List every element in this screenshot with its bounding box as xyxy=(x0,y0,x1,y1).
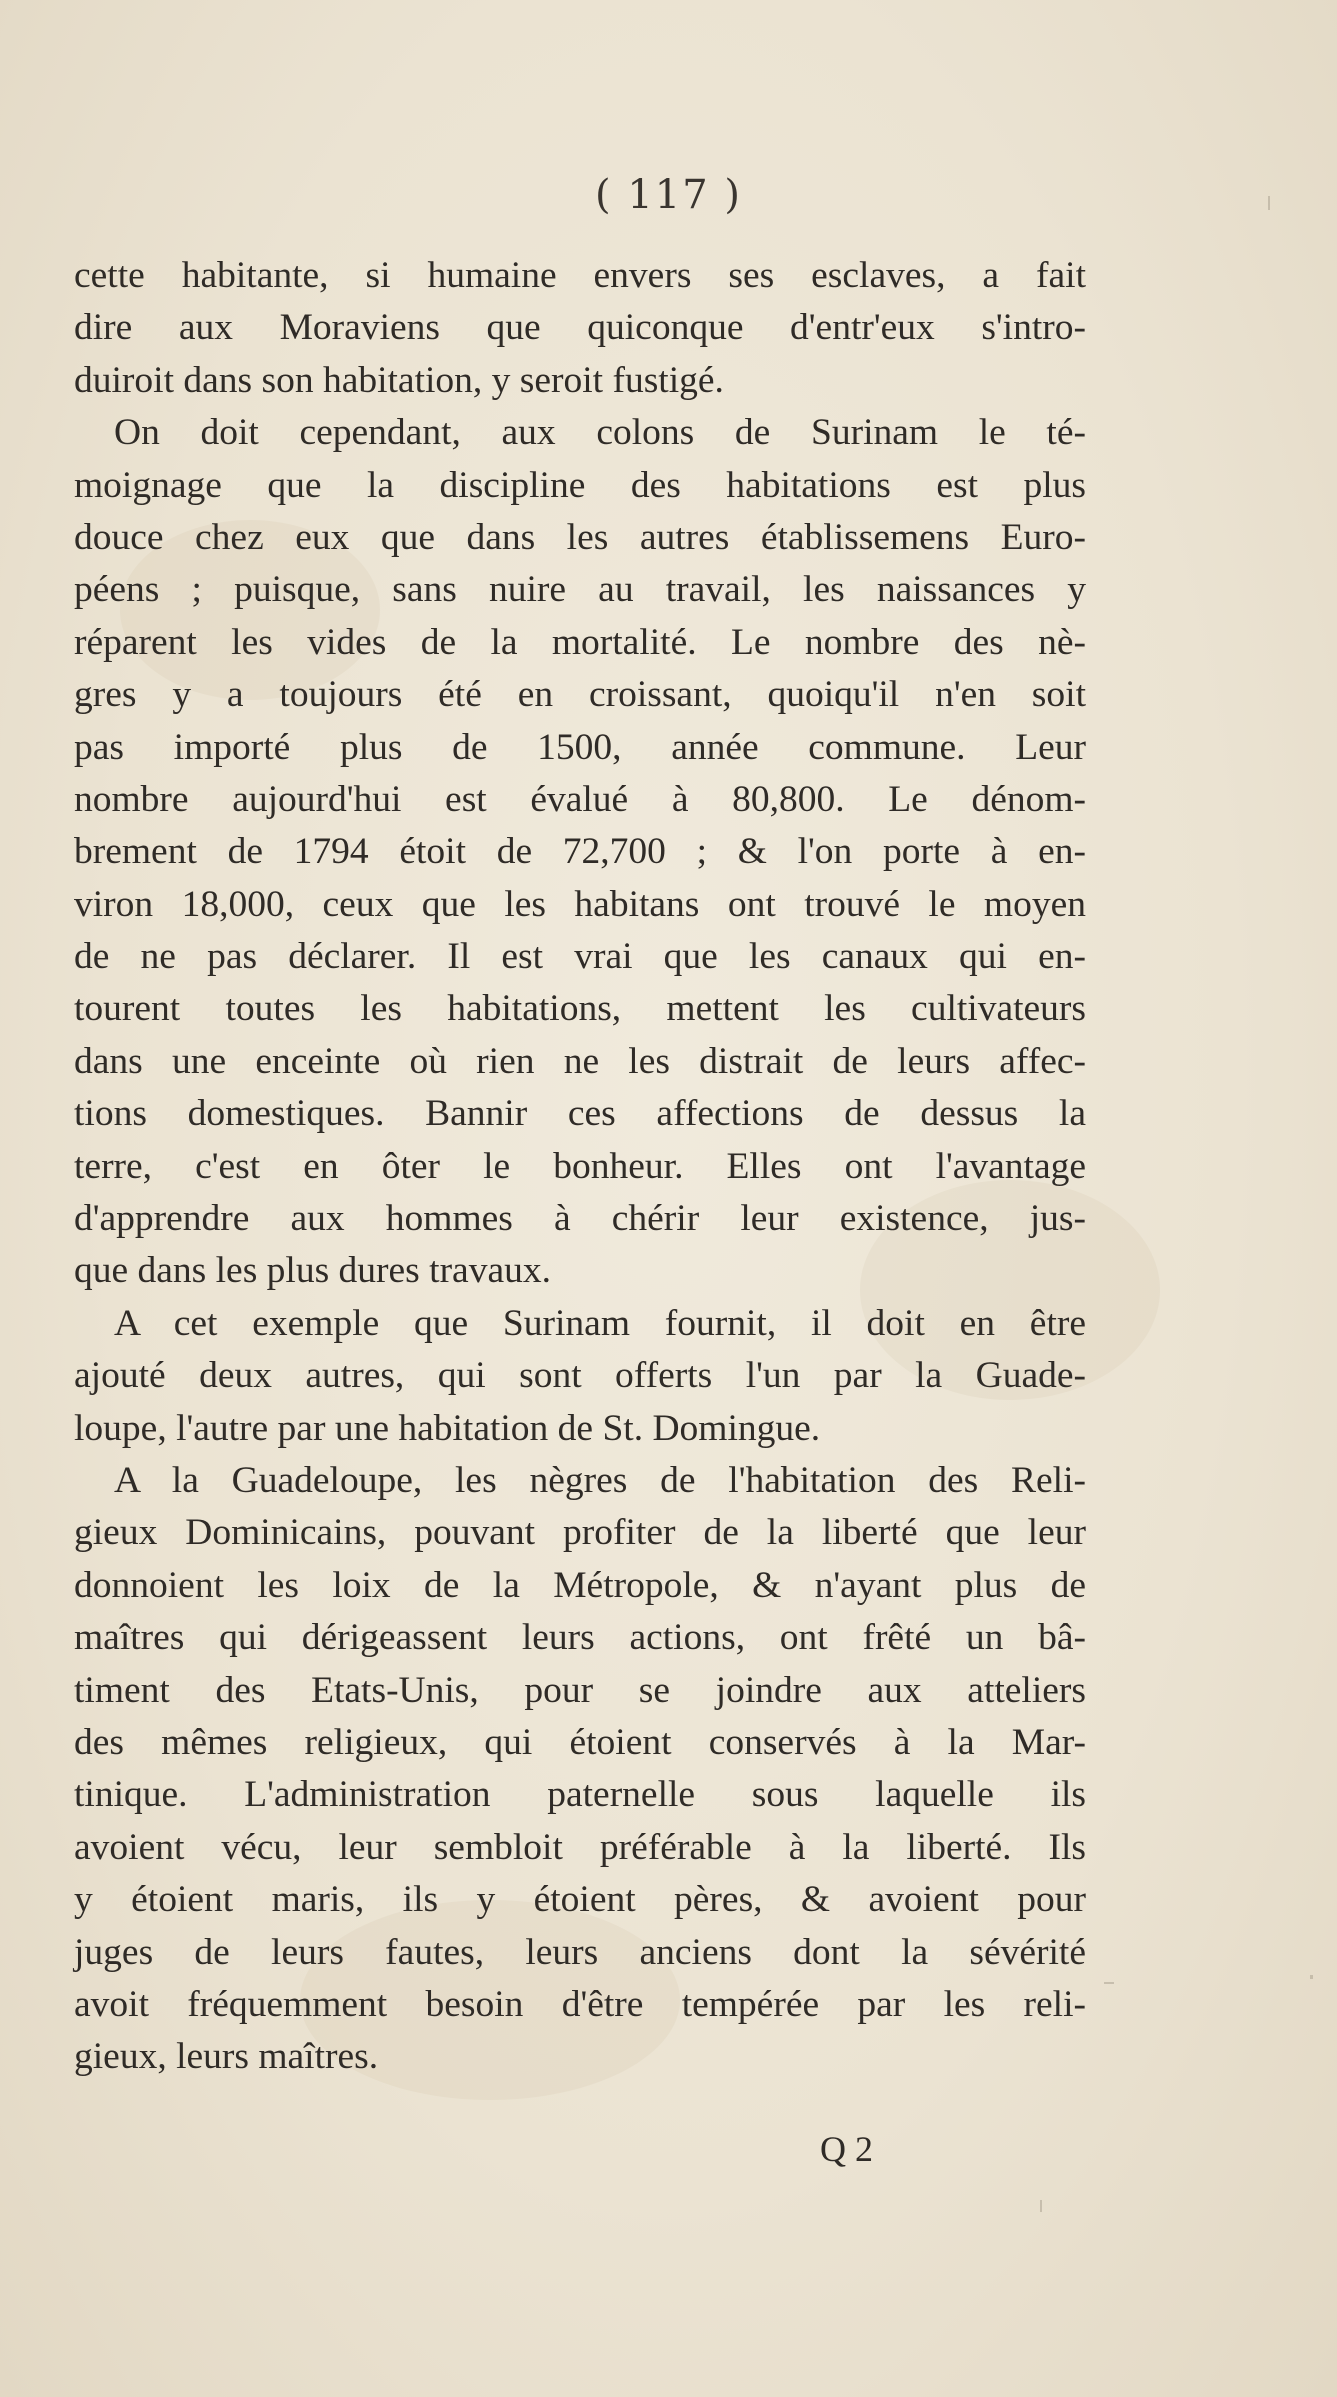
paper-speck xyxy=(1268,196,1270,210)
text-line: loupe, l'autre par une habitation de St. Domingue. xyxy=(74,1407,821,1449)
text-line: de ne pas déclarer. Il est vrai que les canaux qui en- xyxy=(74,936,1086,978)
text-line: réparent les vides de la mortalité. Le nombre des nè- xyxy=(74,621,1086,663)
text-line: brement de 1794 étoit de 72,700 ; & l'on porte à en- xyxy=(74,831,1086,873)
text-line: maîtres qui dérigeassent leurs actions, ont frêté un bâ- xyxy=(74,1617,1086,1659)
text-line: cette habitante, si humaine envers ses esclaves, a fait xyxy=(74,255,1086,296)
text-line: ajouté deux autres, qui sont offerts l'un par la Guade- xyxy=(74,1355,1086,1397)
text-line: péens ; puisque, sans nuire au travail, les naissances y xyxy=(74,569,1086,611)
text-line: On doit cependant, aux colons de Surinam le té- xyxy=(114,412,1086,454)
text-line: dire aux Moraviens que quiconque d'entr'eux s'intro- xyxy=(74,307,1086,349)
text-line: gieux, leurs maîtres. xyxy=(74,2036,379,2078)
text-line: timent des Etats-Unis, pour se joindre aux atteliers xyxy=(74,1669,1086,1711)
paper-speck xyxy=(1104,1982,1114,1984)
text-line: des mêmes religieux, qui étoient conservés à la Mar- xyxy=(74,1721,1086,1763)
text-line: pas importé plus de 1500, année commune. Leur xyxy=(74,726,1086,768)
text-line: A la Guadeloupe, les nègres de l'habitation des Reli- xyxy=(114,1459,1086,1501)
text-line: avoient vécu, leur sembloit préférable à la liberté. Ils xyxy=(74,1826,1086,1868)
text-line: tinique. L'administration paternelle sous laquelle ils xyxy=(74,1774,1086,1816)
text-line: d'apprendre aux hommes à chérir leur existence, jus- xyxy=(74,1198,1086,1240)
text-line: avoit fréquemment besoin d'être tempérée par les reli- xyxy=(74,1983,1086,2025)
paper-speck xyxy=(1310,1975,1313,1979)
text-line: terre, c'est en ôter le bonheur. Elles ont l'avantage xyxy=(74,1145,1086,1187)
text-line: y étoient maris, ils y étoient pères, & avoient pour xyxy=(74,1879,1086,1921)
text-line: A cet exemple que Surinam fournit, il doit en être xyxy=(114,1302,1086,1344)
body-text xyxy=(74,250,1086,2084)
text-line: duiroit dans son habitation, y seroit fustigé. xyxy=(74,359,724,401)
text-line: tions domestiques. Bannir ces affections de dessus la xyxy=(74,1093,1086,1135)
paper-speck xyxy=(1040,2200,1042,2212)
text-line: gres y a toujours été en croissant, quoiqu'il n'en soit xyxy=(74,674,1086,716)
text-line: moignage que la discipline des habitations est plus xyxy=(74,464,1086,506)
signature-mark: Q 2 xyxy=(820,2129,873,2169)
text-line: nombre aujourd'hui est évalué à 80,800. Le dénom- xyxy=(74,778,1086,820)
text-line: viron 18,000, ceux que les habitans ont trouvé le moyen xyxy=(74,883,1086,925)
text-line: gieux Dominicains, pouvant profiter de la liberté que leur xyxy=(74,1512,1086,1554)
text-line: tourent toutes les habitations, mettent les cultivateurs xyxy=(74,988,1086,1030)
text-line: douce chez eux que dans les autres établissemens Euro- xyxy=(74,516,1086,558)
page-number: ( 117 ) xyxy=(595,172,742,218)
text-line: donnoient les loix de la Métropole, & n'ayant plus de xyxy=(74,1564,1086,1606)
text-line: juges de leurs fautes, leurs anciens dont la sévérité xyxy=(74,1931,1086,1973)
text-line: dans une enceinte où rien ne les distrait de leurs affec- xyxy=(74,1040,1086,1082)
text-line: que dans les plus dures travaux. xyxy=(74,1250,551,1292)
